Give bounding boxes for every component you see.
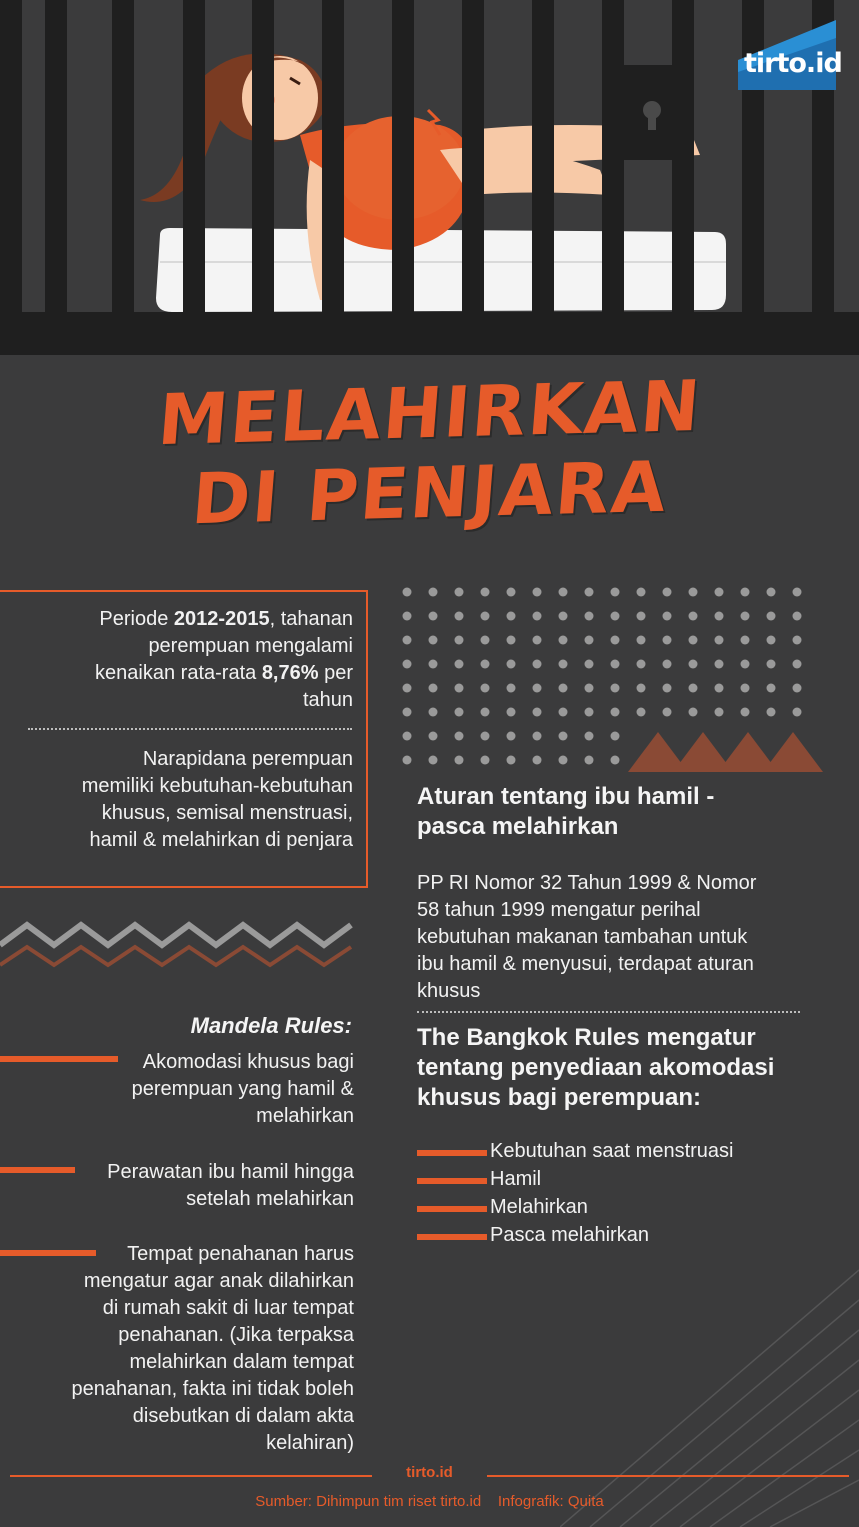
decor-dot <box>793 636 802 645</box>
bangkok-item: Kebutuhan saat menstruasi <box>490 1140 734 1162</box>
decor-dot <box>741 684 750 693</box>
decor-dot <box>403 660 412 669</box>
mandela-rules-title: Mandela Rules: <box>190 1013 352 1038</box>
decor-dot <box>481 612 490 621</box>
decor-dot <box>429 612 438 621</box>
zigzag-decoration <box>0 910 360 970</box>
stats-paragraph-1: Periode 2012-2015, tahanan perempuan mengalami kenaikan rata-rata 8,76% per tahun <box>95 608 353 711</box>
dot-grid-decoration <box>395 580 835 780</box>
bangkok-item: Melahirkan <box>490 1196 588 1218</box>
bullet-bar <box>417 1150 487 1156</box>
decor-dot <box>429 636 438 645</box>
decor-dot <box>741 636 750 645</box>
decor-dot <box>585 756 594 765</box>
stats-paragraph-2: Narapidana perempuan memiliki kebutuhan-kebutuhan khusus, semisal menstruasi, hamil & melahirkan di penjara <box>81 748 353 851</box>
decor-dot <box>611 612 620 621</box>
stats-percentage: 8,76% <box>261 662 319 684</box>
decor-dot <box>715 684 724 693</box>
decor-dot <box>715 660 724 669</box>
decor-dot <box>689 612 698 621</box>
decor-dot <box>533 588 542 597</box>
decor-dot <box>689 588 698 597</box>
decor-dot <box>741 660 750 669</box>
decor-dot <box>559 660 568 669</box>
decor-dot <box>611 660 620 669</box>
footer-source: Sumber: Dihimpun tim riset tirto.id Infografik: Quita <box>255 1493 604 1510</box>
main-title-line1: MELAHIRKAN <box>155 364 705 462</box>
brand-logo-text: tirto.id <box>744 48 842 79</box>
dotted-divider <box>417 1011 800 1013</box>
decor-dot <box>715 612 724 621</box>
decor-dot <box>767 612 776 621</box>
decor-dot <box>585 612 594 621</box>
aturan-heading: Aturan tentang ibu hamil - pasca melahirkan <box>417 783 715 840</box>
decor-dot <box>611 636 620 645</box>
decor-dot <box>481 636 490 645</box>
decor-dot <box>793 588 802 597</box>
brand-logo <box>738 20 842 90</box>
decor-dot <box>559 732 568 741</box>
bullet-bar <box>0 1167 75 1173</box>
decor-dot <box>663 636 672 645</box>
mandela-item-3: Tempat penahanan harus mengatur agar anak dilahirkan di rumah sakit di luar tempat penahanan. (Jika terpaksa melahirkan dalam tempat penahanan, fakta ini tidak boleh disebutkan di dalam akta kelahiran) <box>71 1243 354 1454</box>
decor-dot <box>741 612 750 621</box>
bullet-bar <box>0 1056 118 1062</box>
decor-dot <box>455 612 464 621</box>
decor-dot <box>429 708 438 717</box>
decor-dot <box>507 612 516 621</box>
decor-dot <box>585 588 594 597</box>
decor-dot <box>403 756 412 765</box>
footer-logo: tirto.id <box>406 1464 453 1481</box>
decor-dot <box>533 636 542 645</box>
decor-dot <box>507 708 516 717</box>
decor-dot <box>663 588 672 597</box>
decor-dot <box>741 708 750 717</box>
decor-dot <box>585 708 594 717</box>
decor-dot <box>455 732 464 741</box>
decor-dot <box>585 660 594 669</box>
main-title-line2: DI PENJARA <box>188 445 672 541</box>
decor-dot <box>481 684 490 693</box>
decor-dot <box>429 684 438 693</box>
decor-dot <box>741 588 750 597</box>
decor-dot <box>455 636 464 645</box>
decor-dot <box>767 684 776 693</box>
decor-dot <box>533 732 542 741</box>
decor-dot <box>663 708 672 717</box>
bangkok-item: Pasca melahirkan <box>490 1224 649 1246</box>
decor-dot <box>559 588 568 597</box>
decor-dot <box>637 636 646 645</box>
decor-dot <box>767 588 776 597</box>
decor-dot <box>793 708 802 717</box>
decor-dot <box>481 588 490 597</box>
decor-dot <box>611 732 620 741</box>
decor-dot <box>455 588 464 597</box>
decor-dot <box>637 708 646 717</box>
decor-dot <box>455 684 464 693</box>
bullet-bar <box>417 1178 487 1184</box>
decor-dot <box>767 636 776 645</box>
decor-dot <box>533 660 542 669</box>
decor-dot <box>429 588 438 597</box>
decor-dot <box>533 612 542 621</box>
bangkok-heading: The Bangkok Rules mengatur tentang penyediaan akomodasi khusus bagi perempuan: <box>417 1024 775 1111</box>
decor-dot <box>403 684 412 693</box>
decor-dot <box>559 612 568 621</box>
decor-dot <box>533 684 542 693</box>
padlock-icon <box>622 65 682 160</box>
decor-dot <box>403 732 412 741</box>
decor-dot <box>507 684 516 693</box>
aturan-paragraph: PP RI Nomor 32 Tahun 1999 & Nomor 58 tahun 1999 mengatur perihal kebutuhan makanan tambahan untuk ibu hamil & menyusui, terdapat aturan khusus <box>417 872 757 1002</box>
decor-dot <box>533 708 542 717</box>
decor-dot <box>767 660 776 669</box>
decor-dot <box>455 660 464 669</box>
decor-dot <box>429 756 438 765</box>
hero-illustration <box>0 0 859 355</box>
decor-dot <box>585 636 594 645</box>
decor-dot <box>611 708 620 717</box>
decor-dot <box>663 660 672 669</box>
decor-dot <box>507 636 516 645</box>
decor-dot <box>559 636 568 645</box>
decor-dot <box>507 588 516 597</box>
decor-dot <box>793 660 802 669</box>
bullet-bar <box>417 1206 487 1212</box>
decor-dot <box>689 708 698 717</box>
decor-dot <box>481 756 490 765</box>
decor-dot <box>481 660 490 669</box>
decor-dot <box>455 708 464 717</box>
decor-dot <box>403 588 412 597</box>
decor-dot <box>559 708 568 717</box>
decor-dot <box>533 756 542 765</box>
decor-dot <box>429 660 438 669</box>
decor-dot <box>403 708 412 717</box>
decor-dot <box>663 684 672 693</box>
decor-dot <box>585 684 594 693</box>
bullet-bar <box>417 1234 487 1240</box>
decor-dot <box>715 588 724 597</box>
decor-dot <box>455 756 464 765</box>
decor-dot <box>403 612 412 621</box>
stats-year-range: 2012-2015 <box>173 608 270 630</box>
decor-dot <box>559 684 568 693</box>
decor-dot <box>507 732 516 741</box>
decor-dot <box>793 684 802 693</box>
decor-dot <box>429 732 438 741</box>
decor-dot <box>637 684 646 693</box>
decor-dot <box>559 756 568 765</box>
stats-box <box>0 590 368 888</box>
mandela-item-2: Perawatan ibu hamil hingga setelah melahirkan <box>107 1161 354 1210</box>
decor-dot <box>481 708 490 717</box>
decor-dot <box>481 732 490 741</box>
decor-dot <box>585 732 594 741</box>
decor-dot <box>403 636 412 645</box>
decor-dot <box>637 612 646 621</box>
bangkok-item: Hamil <box>490 1168 542 1190</box>
decor-dot <box>767 708 776 717</box>
decor-dot <box>715 708 724 717</box>
decor-dot <box>637 660 646 669</box>
diagonal-stripes-decoration <box>560 1230 859 1527</box>
decor-dot <box>611 588 620 597</box>
mandela-item-1: Akomodasi khusus bagi perempuan yang hamil & melahirkan <box>131 1051 354 1127</box>
decor-dot <box>689 684 698 693</box>
decor-dot <box>507 660 516 669</box>
dotted-divider <box>28 728 352 730</box>
decor-dot <box>793 612 802 621</box>
decor-dot <box>611 684 620 693</box>
decor-dot <box>637 588 646 597</box>
decor-dot <box>507 756 516 765</box>
mattress <box>156 228 726 312</box>
decor-dot <box>611 756 620 765</box>
decor-dot <box>689 636 698 645</box>
decor-dot <box>689 660 698 669</box>
decor-dot <box>663 612 672 621</box>
decor-dot <box>715 636 724 645</box>
